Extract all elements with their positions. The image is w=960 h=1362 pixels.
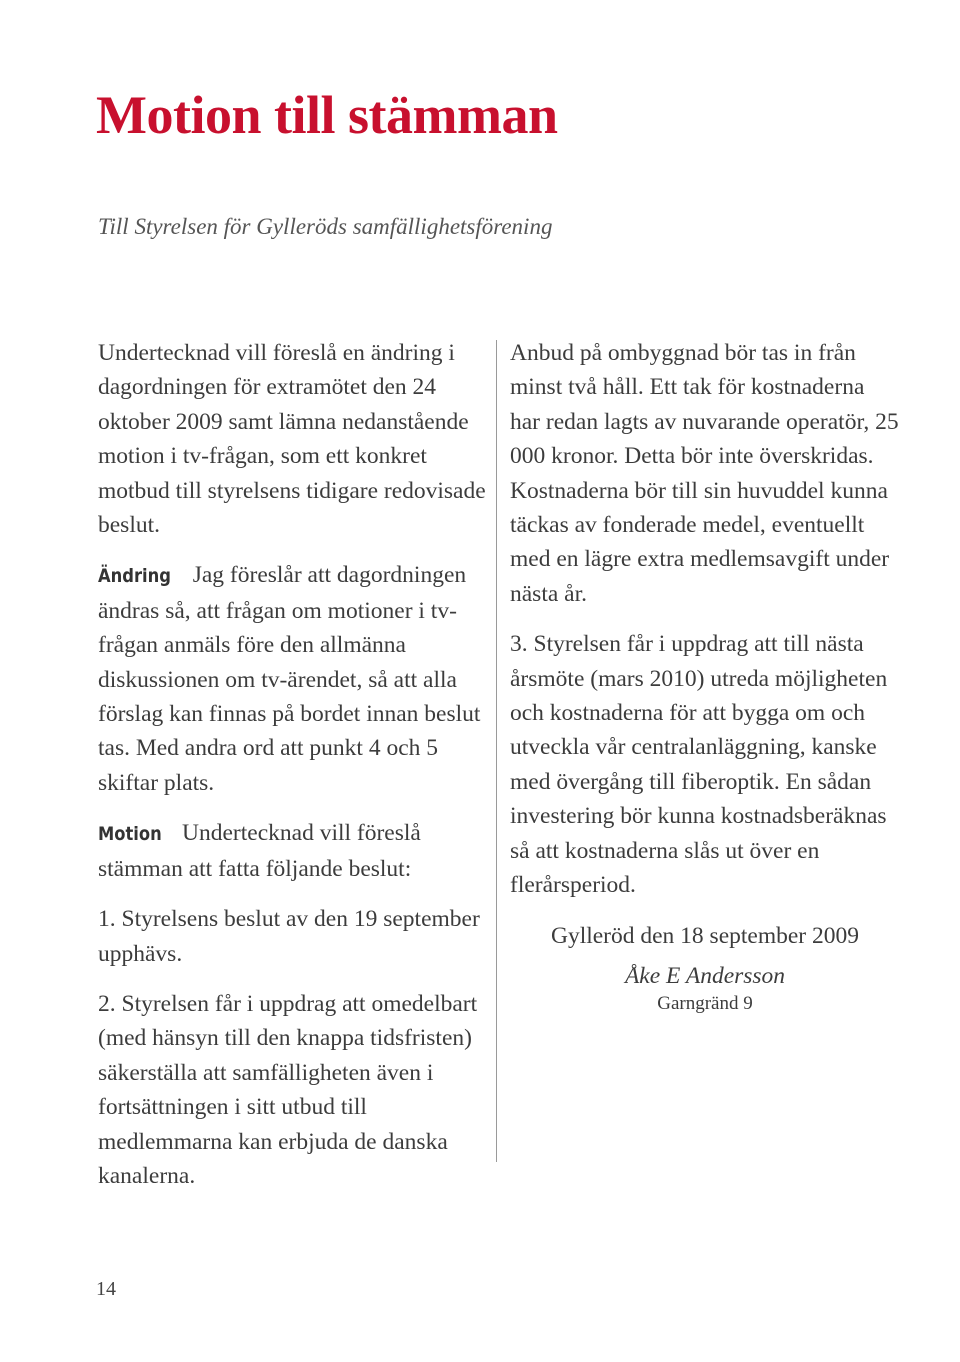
- motion-label: Motion: [98, 823, 162, 846]
- right-column: [510, 336, 900, 1017]
- page-number: 14: [96, 1278, 116, 1300]
- signature-place-date: Gylleröd den 18 september 2009: [550, 922, 860, 949]
- motion-paragraph: [98, 816, 486, 886]
- left-column: [98, 336, 486, 1209]
- point-2-paragraph: 2. Styrelsen får i uppdrag att omedelbart (med hänsyn till den knappa tidsfristen) säkerställa att samfälligheten även i fortsättningen i sitt utbud till medlemmarna kan erbjuda de danska kanalerna.: [98, 990, 478, 1189]
- change-label: Ändring: [98, 565, 171, 588]
- column-divider: [496, 340, 497, 1162]
- signature-name: Åke E Andersson: [624, 962, 786, 989]
- point-1-paragraph: 1. Styrelsens beslut av den 19 september upphävs.: [98, 906, 480, 967]
- point-3-paragraph: 3. Styrelsen får i uppdrag att till nästa årsmöte (mars 2010) utreda möjligheten och kostnaderna för att bygga om och utveckla vår centralanläggning, kanske med övergång till fiberoptik. En sådan investering bör kunna kostnadsberäknas så att kostnaderna slås ut över en flerårsperiod.: [510, 631, 888, 899]
- motion-text: Undertecknad vill föreslå stämman att fatta följande beslut:: [98, 820, 421, 882]
- signature-address: Garngränd 9: [657, 992, 753, 1014]
- intro-paragraph: Undertecknad vill föreslå en ändring i dagordningen för extramötet den 24 oktober 2009 samt lämna nedanstående motion i tv-frågan, som ett konkret motbud till styrelsens tidigare redovisade beslut.: [98, 340, 486, 539]
- change-paragraph: [98, 558, 486, 800]
- page-title: Motion till stämman: [96, 85, 558, 145]
- change-text: Jag föreslår att dagordningen ändras så, att frågan om motioner i tv-frågan anmäls före den allmänna diskussionen om tv-ärendet, så att alla förslag kan finnas på bordet innan beslut tas. Med andra ord att punkt 4 och 5 skiftar plats.: [98, 562, 481, 796]
- addressee-subtitle: Till Styrelsen för Gylleröds samfällighetsförening: [98, 214, 553, 239]
- tender-paragraph: Anbud på ombyggnad bör tas in från minst två håll. Ett tak för kostnaderna har redan lagts av nuvarande operatör, 25 000 kronor. Detta bör inte överskridas. Kostnaderna bör till sin huvuddel kunna täckas av fonderade medel, eventuellt med en lägre extra medlemsavgift under nästa år.: [510, 340, 899, 607]
